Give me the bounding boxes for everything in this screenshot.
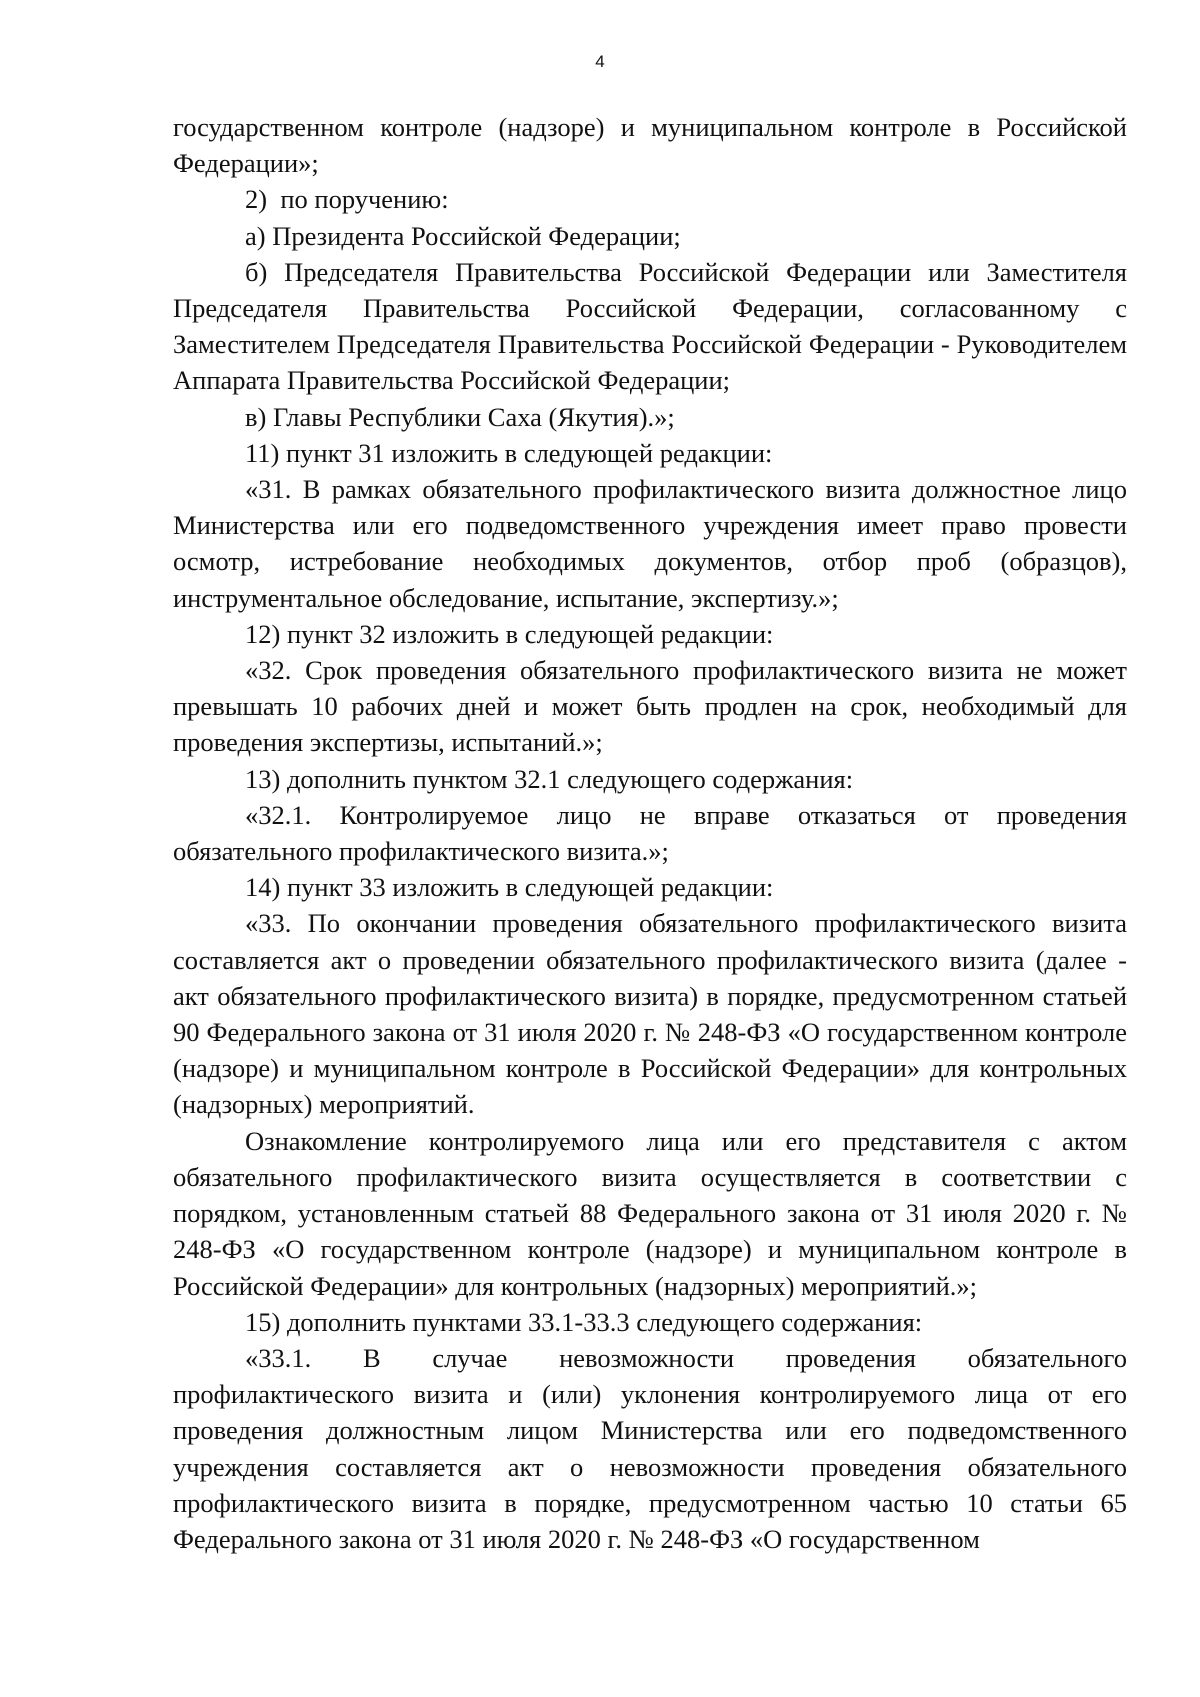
list-item-14: 14) пункт 33 изложить в следующей редакции: <box>245 872 774 903</box>
paragraph-continuation: государственном контроле (надзоре) и муниципальном контроле в Российской Федерации»; <box>173 112 1127 179</box>
list-item-15: 15) дополнить пунктами 33.1-33.3 следующего содержания: <box>245 1306 923 1337</box>
paragraph-32-1: «32.1. Контролируемое лицо не вправе отказаться от проведения обязательного профилактического визита.»; <box>173 799 1127 867</box>
paragraph-32: «32. Срок проведения обязательного профилактического визита не может превышать 10 рабочих дней и может быть продлен на срок, необходимый для проведения экспертизы, испытаний.»; <box>173 655 1127 758</box>
list-item-2: 2) по поручению: <box>245 184 449 215</box>
paragraph-33-acquaintance: Ознакомление контролируемого лица или его представителя с актом обязательного профилактического визита осуществляется в соответствии с порядком, установленным статьей 88 Федерального закона от 31 июля 2020 г. № 248-ФЗ «О государственном контроле (надзоре) и муниципальном контроле в Российской Федерации» для контрольных (надзорных) мероприятий.»; <box>173 1125 1127 1301</box>
paragraph-31: «31. В рамках обязательного профилактического визита должностное лицо Министерства или его подведомственного учреждения имеет право провести осмотр, истребование необходимых документов, отбор проб (образцов), инструментальное обследование, испытание, экспертизу.»; <box>173 474 1127 613</box>
list-item-12: 12) пункт 32 изложить в следующей редакции: <box>245 618 774 649</box>
document-body <box>173 109 1127 1557</box>
list-item-2b: б) Председателя Правительства Российской Федерации или Заместителя Председателя Правительства Российской Федерации, согласованному с Заместителем Председателя Правительства Российской Федерации - Руководителем Аппарата Правительства Российской Федерации; <box>173 256 1127 396</box>
page-number: 4 <box>595 52 605 71</box>
paragraph-33: «33. По окончании проведения обязательного профилактического визита составляется акт о проведении обязательного профилактического визита (далее - акт обязательного профилактического визита) в порядке, предусмотренном статьей 90 Федерального закона от 31 июля 2020 г. № 248-ФЗ «О государственном контроле (надзоре) и муниципальном контроле в Российской Федерации» для контрольных (надзорных) мероприятий. <box>173 908 1127 1120</box>
paragraph-33-1: «33.1. В случае невозможности проведения обязательного профилактического визита и (или) уклонения контролируемого лица от его проведения должностным лицом Министерства или его подведомственного учреждения составляется акт о невозможности проведения обязательного профилактического визита в порядке, предусмотренном частью 10 статьи 65 Федерального закона от 31 июля 2020 г. № 248-ФЗ «О государственном <box>173 1342 1127 1554</box>
list-item-11: 11) пункт 31 изложить в следующей редакции: <box>245 437 773 468</box>
list-item-13: 13) дополнить пунктом 32.1 следующего содержания: <box>245 763 854 794</box>
list-item-2v: в) Главы Республики Саха (Якутия).»; <box>245 401 675 432</box>
list-item-2a: а) Президента Российской Федерации; <box>245 220 681 251</box>
